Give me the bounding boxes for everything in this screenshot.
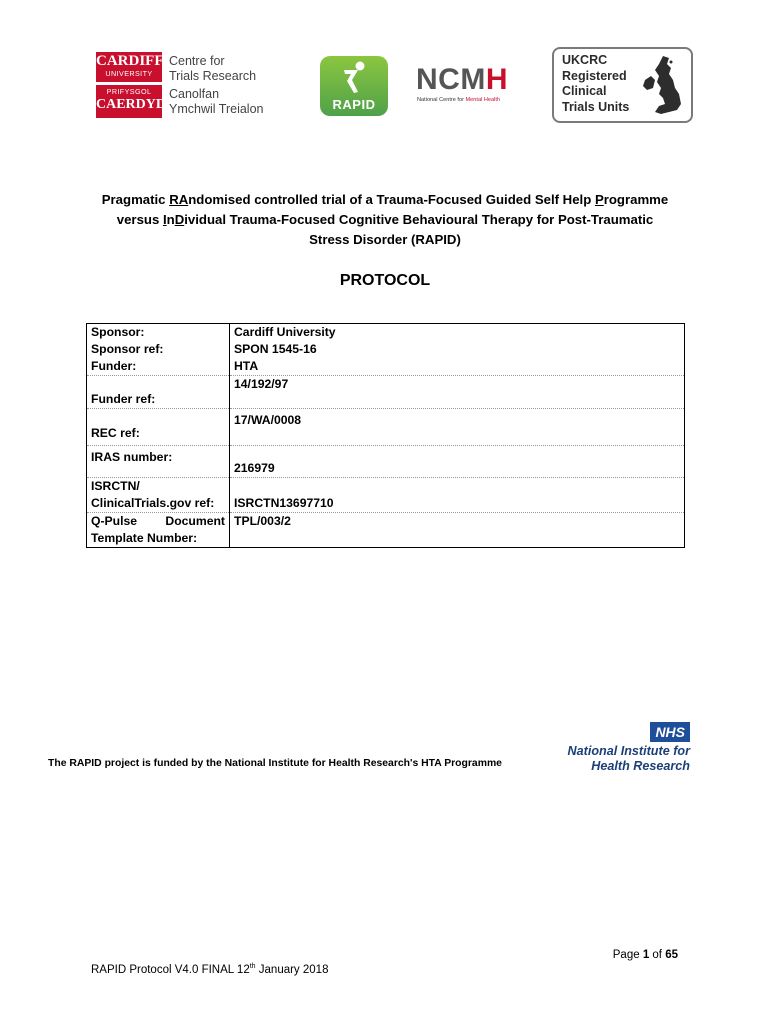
qpulse-value: TPL/003/2 [230,513,685,548]
ncmh-subtitle-accent: Mental Health [465,97,501,103]
prifysgol-wordmark: PRIFYSGOL [106,87,152,96]
title-text: n [166,212,175,227]
ncmh-wordmark [416,64,508,96]
rec-ref-label: REC ref: [87,409,230,446]
footer-text: January 2018 [255,963,329,976]
footer-superscript: th [249,963,256,970]
sponsor-label: Sponsor: [87,324,230,342]
title-line-1 [60,190,710,210]
ukcrc-line-1: UKCRC [562,53,608,67]
ctr-line-2: Trials Research [169,69,257,83]
table-row [87,341,685,358]
protocol-heading: PROTOCOL [339,272,431,289]
ncmh-logo [414,64,554,108]
funding-statement: The RAPID project is funded by the National Institute for Health Research's HTA Programme [48,758,502,769]
isrctn-label-line-1: ISRCTN/ [91,479,140,493]
nihr-logo [556,722,692,774]
title-text: ividual Trauma-Focused Cognitive Behavioural Therapy for Post-Traumatic [184,212,654,227]
ctr-line-3: Canolfan [169,87,220,101]
isrctn-label [87,478,230,513]
iras-number-value: 216979 [230,446,685,478]
rec-ref-value: 17/WA/0008 [230,409,685,446]
ukcrc-line-4: Trials Units [562,99,630,114]
ncmh-wordmark-accent: H [485,63,508,96]
ctr-line-4: Ymchwil Treialon [169,102,264,116]
qpulse-word: Q-Pulse [91,514,138,528]
qpulse-label-line-1 [91,513,225,530]
sponsor-ref-value: SPON 1545-16 [230,341,685,358]
caerdydd-wordmark: CAERDYDD [96,97,177,112]
nihr-line-1: National Institute for [567,744,690,758]
title-line-2 [60,210,710,230]
title-text: versus [116,212,163,227]
qpulse-label-line-2: Template Number: [91,531,198,545]
sponsor-value: Cardiff University [230,324,685,342]
nihr-line-2: Health Research [591,759,690,773]
title-acronym-letter: I [162,212,167,227]
running-figure-icon [338,60,370,94]
footer-version [91,963,328,976]
uk-map-icon [641,54,685,118]
rapid-text: RAPID [332,97,376,112]
funder-value: HTA [230,358,685,376]
isrctn-label-line-2: ClinicalTrials.gov ref: [91,496,215,510]
table-row [87,478,685,513]
ncmh-subtitle-main: National Centre for [417,97,466,103]
title-acronym-letter: D [174,212,185,227]
ukcrc-text [562,53,629,115]
table-row [87,358,685,376]
page-prefix: Page [612,949,643,961]
rapid-logo [320,56,388,116]
title-acronym-letter: P [594,192,604,207]
table-row [87,446,685,478]
funder-ref-label: Funder ref: [87,376,230,409]
cardiff-university-logo [96,52,266,118]
iras-number-label: IRAS number: [87,446,230,478]
sponsor-ref-label: Sponsor ref: [87,341,230,358]
university-wordmark: UNIVERSITY [105,69,153,78]
title-text: rogramme [603,192,669,207]
cardiff-crest-top [96,52,162,82]
ctr-line-1: Centre for [169,54,225,68]
qpulse-label [87,513,230,548]
document-title [60,190,710,250]
page-separator: of [649,949,666,961]
page-total: 65 [665,949,678,961]
table-row [87,513,685,548]
footer-text: RAPID Protocol V4.0 FINAL 12 [91,963,250,976]
table-row [87,409,685,446]
page-number [560,949,678,961]
title-text: Pragmatic [101,192,170,207]
document-word: Document [165,514,225,528]
title-text: ndomised controlled trial of a Trauma-Focused Guided Self Help [188,192,595,207]
ukcrc-line-2: Registered [562,68,627,83]
isrctn-value: ISRCTN13697710 [230,478,685,513]
title-acronym-letter: RA [169,192,189,207]
ukcrc-logo [552,47,693,123]
funder-label: Funder: [87,358,230,376]
cardiff-crest-bottom [96,85,177,118]
ncmh-subtitle [417,97,500,103]
protocol-info-table [86,323,685,548]
funder-ref-value: 14/192/97 [230,376,685,409]
table-row [87,376,685,409]
ncmh-wordmark-main: NCM [416,63,486,96]
page-current: 1 [642,949,650,961]
nhs-badge: NHS [650,722,690,742]
table-row [87,324,685,342]
ukcrc-line-3: Clinical [562,84,607,98]
cardiff-wordmark: CARDIFF [96,53,164,69]
title-line-3: Stress Disorder (RAPID) [309,232,461,247]
